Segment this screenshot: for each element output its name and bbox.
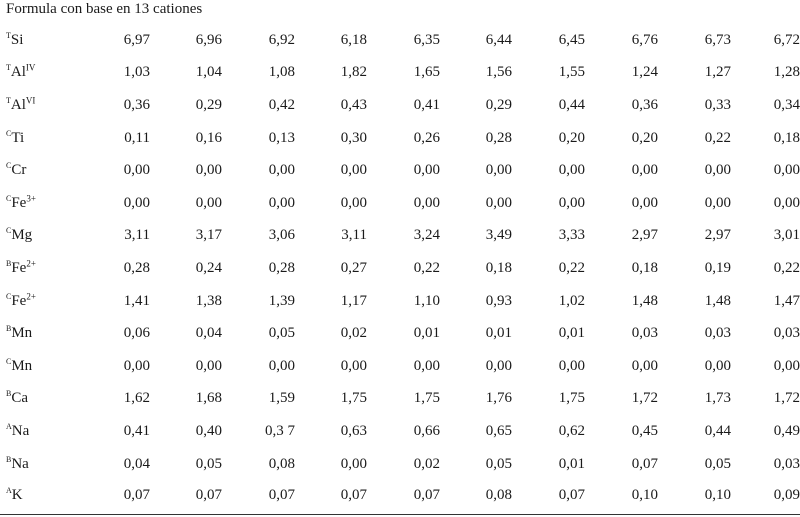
element-superscript: IV — [25, 63, 36, 73]
table-cell: 0,28 — [485, 129, 512, 146]
table-cell: 0,00 — [704, 162, 731, 179]
table-cell: 1,75 — [558, 390, 585, 407]
table-cell: 0,00 — [123, 162, 150, 179]
table-cell: 0,44 — [704, 422, 731, 439]
table-cell: 0,22 — [704, 129, 731, 146]
table-cell: 0,34 — [773, 96, 800, 113]
table-cell: 0,00 — [704, 357, 731, 374]
table-cell: 0,08 — [268, 455, 295, 472]
row-label — [0, 350, 75, 383]
table-cell: 1,47 — [773, 292, 800, 309]
table-cell: 0,18 — [631, 259, 658, 276]
table-cell: 0,00 — [413, 357, 440, 374]
table-row — [0, 252, 800, 285]
table-cell: 1,59 — [268, 390, 295, 407]
table-cell: 0,00 — [773, 194, 800, 211]
table-cell: 1,10 — [413, 292, 440, 309]
table-cell: 1,02 — [558, 292, 585, 309]
table-cell: 0,45 — [631, 422, 658, 439]
row-label — [0, 480, 75, 511]
table-cell: 3,33 — [558, 227, 585, 244]
table-cell: 0,01 — [413, 325, 440, 342]
table-cell: 0,00 — [558, 194, 585, 211]
table-cell: 1,28 — [773, 64, 800, 81]
site-prefix: A — [6, 421, 12, 431]
table-cell: 0,00 — [631, 194, 658, 211]
table-cell: 0,00 — [558, 357, 585, 374]
table-row — [0, 448, 800, 481]
table-cell: 0,33 — [704, 96, 731, 113]
table-cell: 1,24 — [631, 64, 658, 81]
table-cell: 0,20 — [558, 129, 585, 146]
table-row — [0, 480, 800, 511]
element-symbol: Na — [11, 455, 29, 472]
element-symbol: Ti — [11, 129, 25, 146]
table-cell: 0,49 — [773, 422, 800, 439]
table-cell: 2,97 — [631, 227, 658, 244]
table-row — [0, 285, 800, 318]
table-row — [0, 154, 800, 187]
table-cell: 1,38 — [195, 292, 222, 309]
table-cell: 0,00 — [413, 162, 440, 179]
table-cell: 0,05 — [704, 455, 731, 472]
row-label — [0, 154, 75, 187]
table-cell: 0,07 — [268, 487, 295, 504]
table-cell: 0,00 — [485, 357, 512, 374]
table-cell: 0,30 — [340, 129, 367, 146]
table-cell: 0,00 — [340, 194, 367, 211]
table-cell: 0,04 — [195, 325, 222, 342]
cation-formula-table — [0, 24, 800, 511]
table-cell: 6,92 — [268, 31, 295, 48]
table-row — [0, 317, 800, 350]
table-cell: 0,00 — [773, 162, 800, 179]
table-cell: 0,00 — [704, 194, 731, 211]
table-row — [0, 89, 800, 122]
site-prefix: C — [6, 128, 12, 138]
table-cell: 1,65 — [413, 64, 440, 81]
table-cell: 0,63 — [340, 422, 367, 439]
table-cell: 0,03 — [773, 325, 800, 342]
table-cell: 6,73 — [704, 31, 731, 48]
table-cell: 0,16 — [195, 129, 222, 146]
table-row — [0, 415, 800, 448]
table-cell: 3,49 — [485, 227, 512, 244]
table-cell: 1,55 — [558, 64, 585, 81]
table-cell: 1,04 — [195, 64, 222, 81]
row-label — [0, 285, 75, 318]
table-cell: 6,44 — [485, 31, 512, 48]
table-cell: 6,35 — [413, 31, 440, 48]
table-cell: 1,08 — [268, 64, 295, 81]
row-label — [0, 187, 75, 220]
table-cell: 0,43 — [340, 96, 367, 113]
element-superscript: VI — [25, 95, 36, 106]
table-cell: 0,93 — [485, 292, 512, 309]
row-label — [0, 57, 75, 90]
element-symbol: Mn — [11, 325, 33, 342]
table-cell: 0,00 — [195, 162, 222, 179]
table-cell: 0,18 — [485, 259, 512, 276]
table-caption: Formula con base en 13 cationes — [6, 1, 203, 17]
table-cell: 0,07 — [631, 455, 658, 472]
table-cell: 6,18 — [340, 31, 367, 48]
table-row — [0, 24, 800, 57]
table-cell: 6,72 — [773, 31, 800, 48]
table-cell: 1,75 — [340, 390, 367, 407]
site-prefix: C — [6, 291, 12, 301]
site-prefix: C — [6, 226, 12, 236]
table-row — [0, 350, 800, 383]
element-symbol: Si — [10, 31, 24, 48]
table-cell: 0,04 — [123, 455, 150, 472]
row-label — [0, 448, 75, 481]
site-prefix: C — [6, 356, 12, 366]
table-cell: 0,24 — [195, 259, 222, 276]
table-cell: 1,03 — [123, 64, 150, 81]
row-label — [0, 24, 75, 57]
table-cell: 0,07 — [340, 487, 367, 504]
table-cell: 0,00 — [195, 357, 222, 374]
table-cell: 0,22 — [558, 259, 585, 276]
table-cell: 0,00 — [195, 194, 222, 211]
table-cell: 0,02 — [340, 325, 367, 342]
table-cell: 2,97 — [704, 227, 731, 244]
table-cell: 0,07 — [558, 487, 585, 504]
site-prefix: C — [6, 161, 12, 171]
table-cell: 6,96 — [195, 31, 222, 48]
table-cell: 0,13 — [268, 129, 295, 146]
table-cell: 0,22 — [413, 259, 440, 276]
table-cell: 0,44 — [558, 96, 585, 113]
table-cell: 0,02 — [413, 455, 440, 472]
table-cell: 0,00 — [268, 162, 295, 179]
table-cell: 3,24 — [413, 227, 440, 244]
element-symbol: Mg — [11, 227, 33, 244]
table-cell: 3,17 — [195, 227, 222, 244]
element-symbol: Na — [11, 422, 30, 439]
table-cell: 3,06 — [268, 227, 295, 244]
row-label — [0, 252, 75, 285]
table-cell: 0,00 — [268, 357, 295, 374]
table-cell: 0,18 — [773, 129, 800, 146]
table-cell: 0,05 — [485, 455, 512, 472]
table-cell: 0,3 7 — [265, 422, 295, 439]
site-prefix: B — [6, 389, 12, 399]
element-superscript: 2+ — [26, 258, 36, 269]
element-symbol: Fe — [11, 259, 27, 276]
table-body — [0, 24, 800, 511]
table-row — [0, 122, 800, 155]
table-cell: 0,66 — [413, 422, 440, 439]
element-superscript: 3+ — [26, 193, 36, 204]
table-cell: 0,00 — [485, 194, 512, 211]
table-cell: 3,01 — [773, 227, 800, 244]
row-label — [0, 122, 75, 155]
table-cell: 6,76 — [631, 31, 658, 48]
site-prefix: T — [6, 95, 11, 105]
table-cell: 0,00 — [631, 357, 658, 374]
table-cell: 1,39 — [268, 292, 295, 309]
site-prefix: C — [6, 193, 12, 203]
table-cell: 0,41 — [413, 96, 440, 113]
site-prefix: B — [6, 324, 12, 334]
table-cell: 1,56 — [485, 64, 512, 81]
element-symbol: Mn — [11, 357, 33, 374]
element-symbol: Al — [10, 64, 26, 81]
table-cell: 0,01 — [558, 455, 585, 472]
table-cell: 0,00 — [340, 162, 367, 179]
table-cell: 0,07 — [195, 487, 222, 504]
table-cell: 3,11 — [341, 227, 367, 244]
table-cell: 0,03 — [704, 325, 731, 342]
table-cell: 0,28 — [268, 259, 295, 276]
site-prefix: B — [6, 454, 12, 464]
table-cell: 3,11 — [124, 227, 150, 244]
site-prefix: B — [6, 258, 12, 268]
bottom-rule — [0, 514, 800, 515]
table-cell: 0,00 — [123, 357, 150, 374]
table-cell: 0,29 — [195, 96, 222, 113]
table-cell: 0,00 — [773, 357, 800, 374]
table-cell: 0,00 — [123, 194, 150, 211]
table-cell: 1,75 — [413, 390, 440, 407]
table-cell: 0,62 — [558, 422, 585, 439]
element-symbol: Fe — [11, 194, 27, 211]
table-cell: 1,82 — [340, 64, 367, 81]
table-cell: 1,27 — [704, 64, 731, 81]
table-cell: 6,45 — [558, 31, 585, 48]
table-cell: 0,07 — [123, 487, 150, 504]
table-cell: 0,00 — [340, 455, 367, 472]
table-cell: 1,62 — [123, 390, 150, 407]
table-cell: 1,68 — [195, 390, 222, 407]
table-cell: 0,05 — [268, 325, 295, 342]
table-cell: 1,48 — [704, 292, 731, 309]
table-cell: 0,00 — [413, 194, 440, 211]
table-cell: 0,00 — [558, 162, 585, 179]
table-cell: 0,11 — [124, 129, 150, 146]
table-cell: 0,26 — [413, 129, 440, 146]
row-label — [0, 383, 75, 416]
table-cell: 1,48 — [631, 292, 658, 309]
site-prefix: T — [6, 30, 11, 40]
table-cell: 0,06 — [123, 325, 150, 342]
table-cell: 0,28 — [123, 259, 150, 276]
table-cell: 0,00 — [631, 162, 658, 179]
table-cell: 0,20 — [631, 129, 658, 146]
table-cell: 0,05 — [195, 455, 222, 472]
table-cell: 1,72 — [773, 390, 800, 407]
table-cell: 0,40 — [195, 422, 222, 439]
table-cell: 0,27 — [340, 259, 367, 276]
table-cell: 1,73 — [704, 390, 731, 407]
table-cell: 6,97 — [123, 31, 150, 48]
table-cell: 0,42 — [268, 96, 295, 113]
table-cell: 0,00 — [485, 162, 512, 179]
table-cell: 0,08 — [485, 487, 512, 504]
table-cell: 0,03 — [773, 455, 800, 472]
table-cell: 1,76 — [485, 390, 512, 407]
element-superscript: 2+ — [26, 291, 36, 302]
row-label — [0, 415, 75, 448]
table-cell: 1,72 — [631, 390, 658, 407]
row-label — [0, 317, 75, 350]
table-cell: 1,17 — [340, 292, 367, 309]
element-symbol: Fe — [11, 292, 27, 309]
element-symbol: K — [11, 487, 23, 504]
table-cell: 1,41 — [123, 292, 150, 309]
table-cell: 0,03 — [631, 325, 658, 342]
table-cell: 0,36 — [631, 96, 658, 113]
table-cell: 0,41 — [123, 422, 150, 439]
table-cell: 0,10 — [631, 487, 658, 504]
site-prefix: A — [6, 486, 12, 496]
element-symbol: Cr — [11, 162, 27, 179]
table-cell: 0,00 — [268, 194, 295, 211]
table-cell: 0,00 — [340, 357, 367, 374]
table-cell: 0,19 — [704, 259, 731, 276]
element-symbol: Al — [10, 96, 26, 113]
table-cell: 0,09 — [773, 487, 800, 504]
table-cell: 0,29 — [485, 96, 512, 113]
table-cell: 0,01 — [485, 325, 512, 342]
table-cell: 0,01 — [558, 325, 585, 342]
table-row — [0, 383, 800, 416]
table-cell: 0,65 — [485, 422, 512, 439]
table-row — [0, 220, 800, 253]
table-row — [0, 57, 800, 90]
table-row — [0, 187, 800, 220]
element-symbol: Ca — [11, 390, 29, 407]
row-label — [0, 89, 75, 122]
table-cell: 0,07 — [413, 487, 440, 504]
row-label — [0, 220, 75, 253]
table-cell: 0,22 — [773, 259, 800, 276]
table-cell: 0,36 — [123, 96, 150, 113]
site-prefix: T — [6, 63, 11, 73]
table-cell: 0,10 — [704, 487, 731, 504]
